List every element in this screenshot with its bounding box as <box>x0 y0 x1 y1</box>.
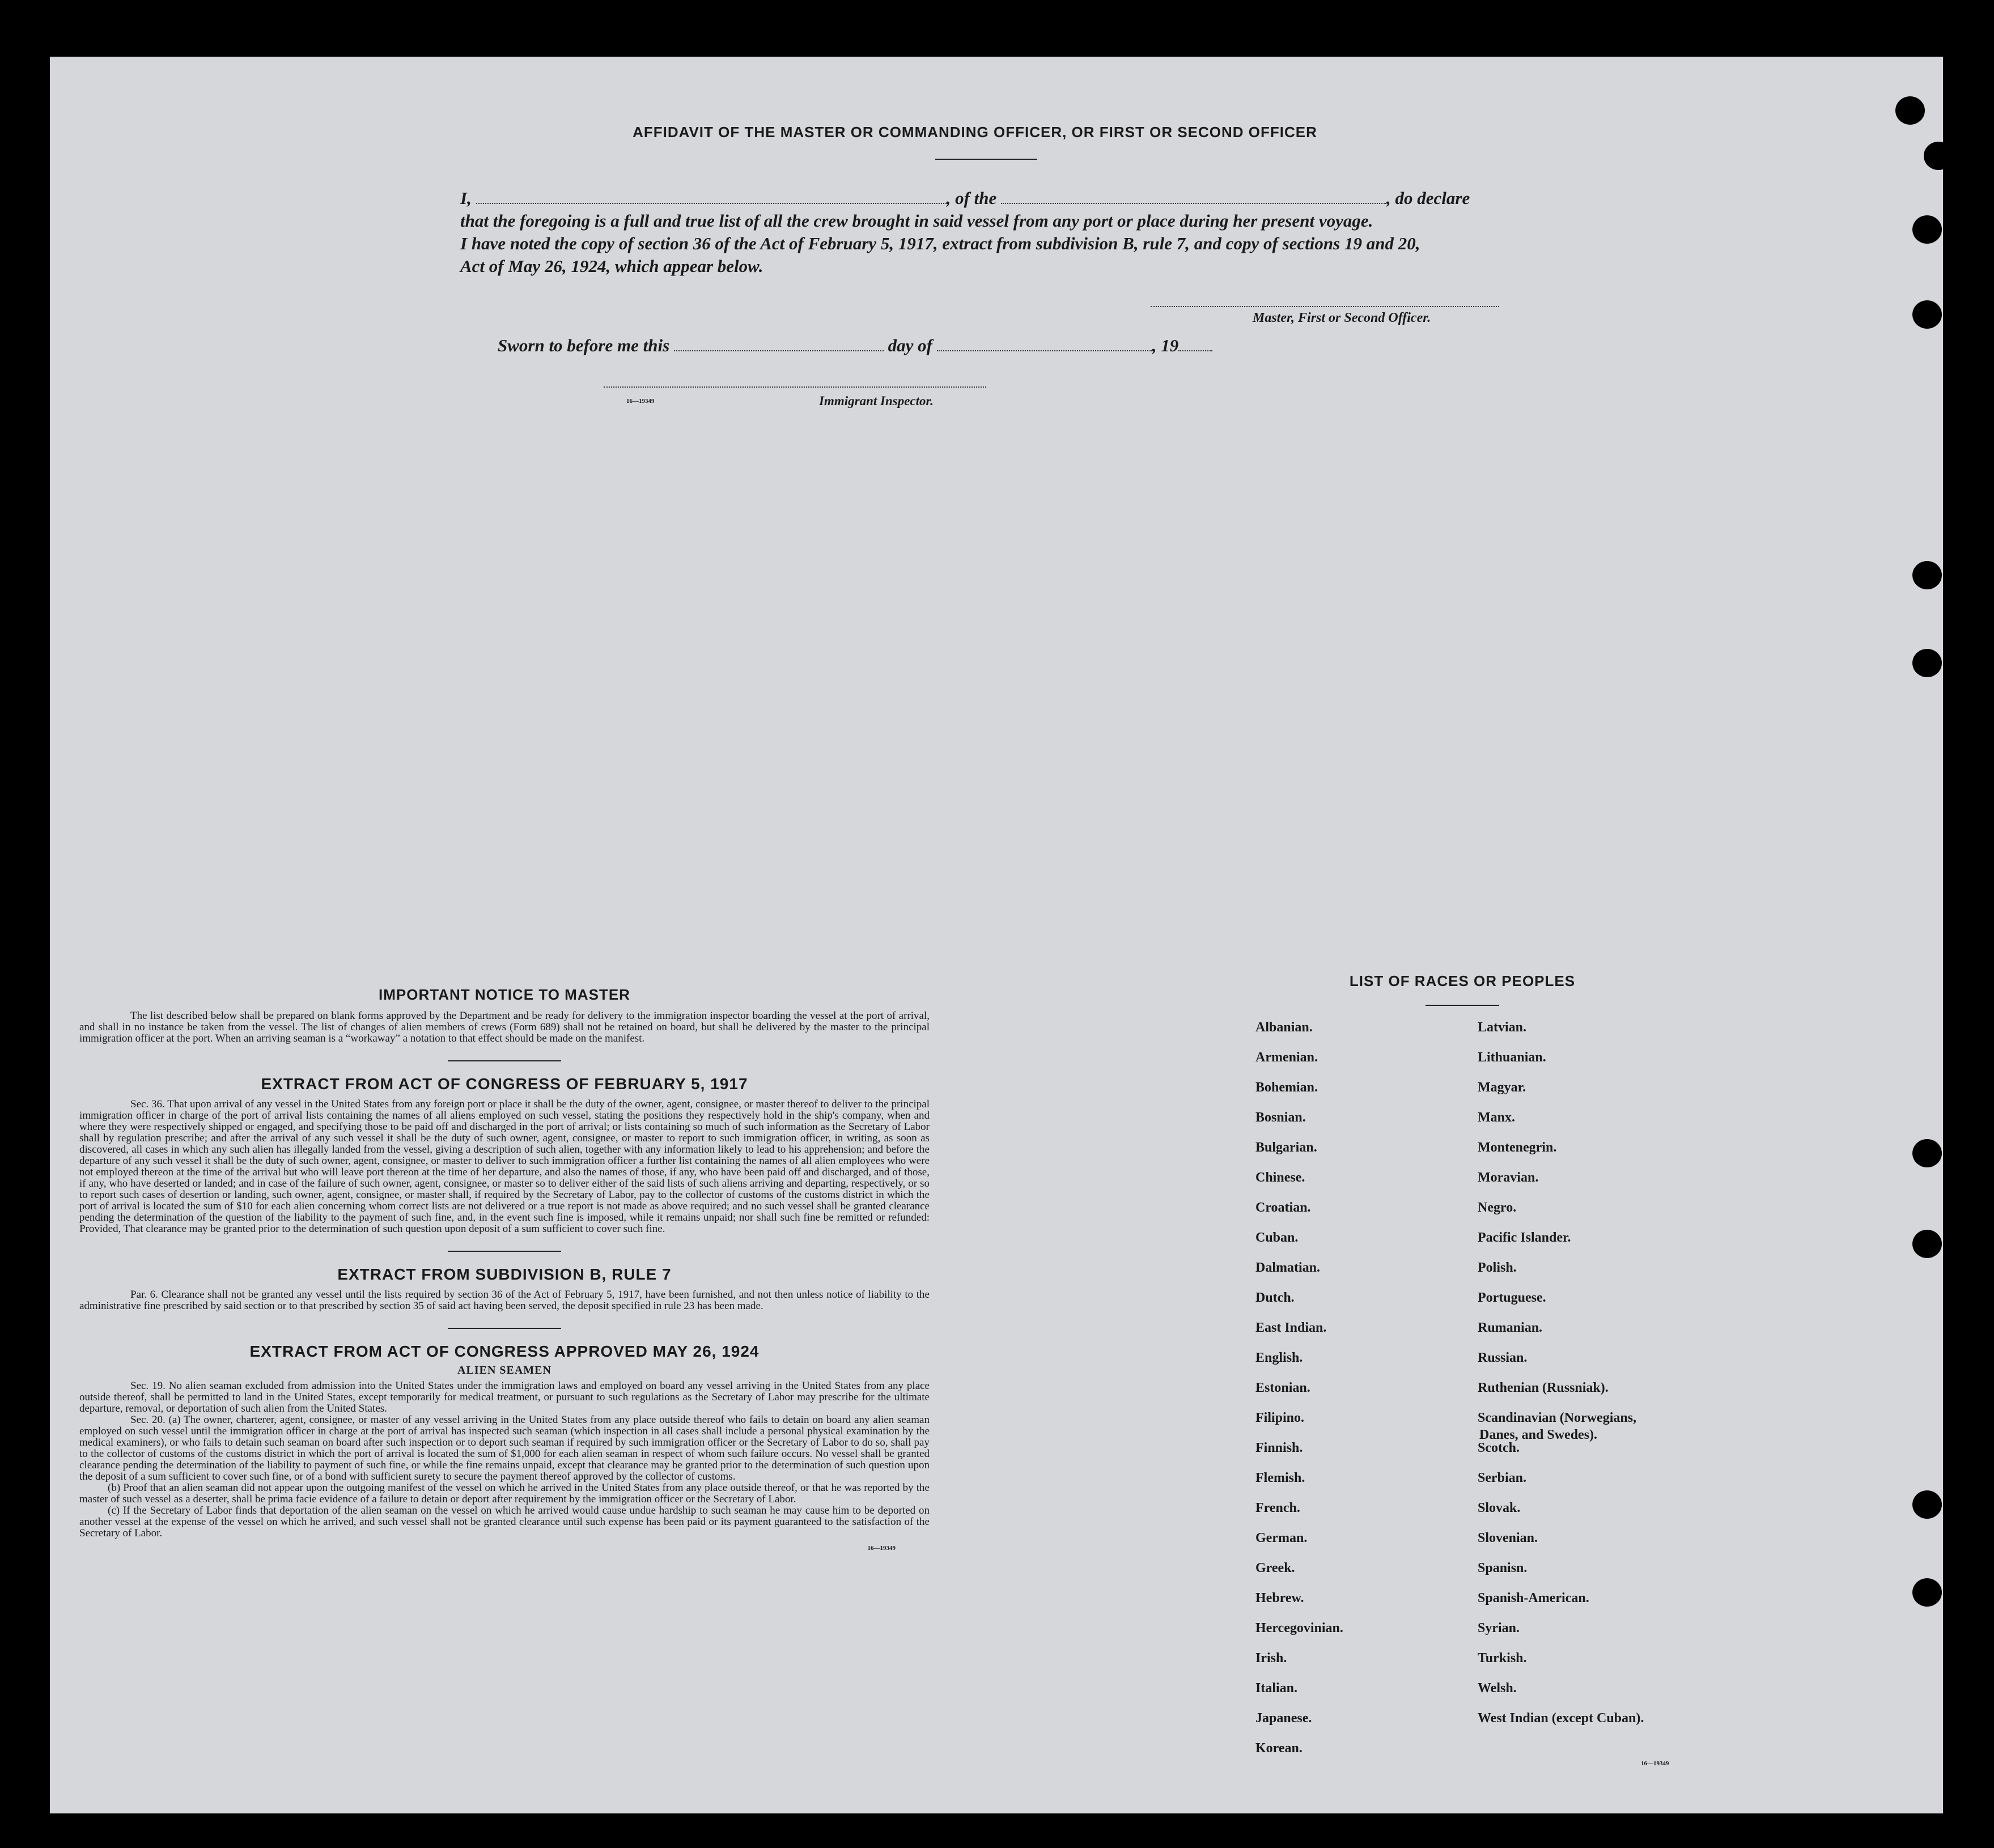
rule7-body: Par. 6. Clearance shall not be granted any vessel until the lists required by section 36 of the Act of February 5, 1917, have been furnished, and not then unless notice of liability to the administrative fine prescribed by said section or to that prescribed by section 35 of said act having been served, the deposit specified in rule 23 has been made. <box>79 1289 930 1312</box>
form-code: 16—19349 <box>1641 1760 1669 1767</box>
race-item: Russian. <box>1478 1350 1528 1365</box>
extract-1917-title: EXTRACT FROM ACT OF CONGRESS OF FEBRUARY 5, 1917 <box>261 1075 748 1093</box>
sec20c-body: (c) If the Secretary of Labor finds that deportation of the alien seaman on the vessel on which he arrived would cause undue hardship to such seaman he may cause him to be deported on another vessel at the expense of the vessel on which he arrived, and such vessel shall not be granted clearance until such expense has been paid or its payment guaranteed to the satisfaction of the Secretary of Labor. <box>79 1505 930 1539</box>
race-item: Manx. <box>1478 1110 1515 1125</box>
punch-hole <box>1912 561 1942 589</box>
race-item: Finnish. <box>1255 1441 1303 1455</box>
race-item: Irish. <box>1255 1651 1287 1666</box>
race-item: Slovak. <box>1478 1501 1521 1515</box>
sec20b-body: (b) Proof that an alien seaman did not appear upon the outgoing manifest of the vessel on which he arrived in the United States from any place outside thereof, or that he was reported by the master of such vessel as a deserter, shall be prima facie evidence of a failure to detain or deport after requirement by the immigration officer or the Secretary of Labor. <box>79 1482 930 1505</box>
punch-hole <box>1895 96 1925 125</box>
affidavit-line-2: that the foregoing is a full and true list of all the crew brought in said vessel from any port or place during her present voyage. <box>460 211 1373 231</box>
race-item: Armenian. <box>1255 1050 1318 1065</box>
sworn-line <box>498 335 1212 356</box>
form-code: 16—19349 <box>626 398 655 405</box>
rule7-title: EXTRACT FROM SUBDIVISION B, RULE 7 <box>337 1265 672 1283</box>
race-item: Cuban. <box>1255 1230 1299 1245</box>
punch-hole <box>1912 1139 1942 1167</box>
race-item: German. <box>1255 1531 1308 1545</box>
divider <box>935 159 1037 160</box>
race-item: Dutch. <box>1255 1290 1295 1305</box>
race-item: Albanian. <box>1255 1020 1313 1035</box>
extract-1917-body: Sec. 36. That upon arrival of any vessel in the United States from any foreign port or place it shall be the duty of the owner, agent, consignee, or master thereof to deliver to the principal immigration officer in charge of the port of arrival lists containing the names of all aliens employed on such vessel, stating the positions they respectively hold in the ship's company, when and where they were respectively shipped or engaged, and specifying those to be paid off and discharged in the port of arrival; or lists containing so much of such information as the Secretary of Labor shall by regulation prescribe; and after the arrival of any such vessel it shall be the duty of such owner, agent, consignee, or master to report to such immigration officer, in writing, as soon as discovered, all cases in which any such alien has illegally landed from the vessel, giving a description of such alien, together with any information likely to lead to his apprehension; and before the departure of any such vessel it shall be the duty of such owner, agent, consignee, or master to deliver to such immigration officer a further list containing the names of all alien employees who were not employed thereon at the time of the arrival but who will leave port thereon at the time of her departure, and also the names of those, if any, who have been paid off and discharged, and of those, if any, who have deserted or landed; and in case of the failure of such owner, agent, consignee, or master so to deliver either of the said lists of such aliens arriving and departing, respectively, or so to report such cases of desertion or landing, such owner, agent, consignee, or master shall, if required by the Secretary of Labor, pay to the collector of customs of the customs district in which the port of arrival is located the sum of $10 for each alien concerning whom correct lists are not delivered or a true report is not made as above required; and no such vessel shall be granted clearance pending the determination of the question of the liability to the payment of such fine, and, in the event such fine is imposed, while it remains unpaid; nor shall such fine be remitted or refunded: Provided, That clearance may be granted prior to the determination of such question upon deposit of a sum sufficient to cover such fine. <box>79 1098 930 1235</box>
sec19-body: Sec. 19. No alien seaman excluded from admission into the United States under the immigration laws and employed on board any vessel arriving in the United States from any place outside thereof, shall be permitted to land in the United States, except temporarily for medical treatment, or pursuant to such regulations as the Secretary of Labor may prescribe for the ultimate departure, removal, or deportation of such alien from the United States. <box>79 1380 930 1414</box>
race-item: Hercegovinian. <box>1255 1621 1343 1635</box>
name-field[interactable] <box>476 193 947 204</box>
race-item: Bulgarian. <box>1255 1140 1317 1155</box>
race-item: Danes, and Swedes). <box>1479 1428 1598 1442</box>
inspector-label: Immigrant Inspector. <box>819 394 934 408</box>
divider <box>448 1060 561 1061</box>
of-the-label: , of the <box>946 188 997 208</box>
affidavit-title: AFFIDAVIT OF THE MASTER OR COMMANDING OFFICER, OR FIRST OR SECOND OFFICER <box>633 124 1317 141</box>
punch-hole <box>1912 1490 1942 1519</box>
race-item: Moravian. <box>1478 1170 1539 1185</box>
sworn-day-field[interactable] <box>674 340 884 351</box>
race-item: Polish. <box>1478 1260 1517 1275</box>
race-item: Estonian. <box>1255 1380 1310 1395</box>
race-item: Hebrew. <box>1255 1591 1304 1605</box>
master-signature-label: Master, First or Second Officer. <box>1253 311 1431 325</box>
notice-body: The list described below shall be prepared on blank forms approved by the Department and be ready for delivery to the immigration inspector boarding the vessel at the port of arrival, and shall in no instance be taken from the vessel. The list of changes of alien members of crews (Form 689) shall not be retained on board, but shall be delivered by the master to the principal immigration officer at the port. When an arriving seaman is a “workaway” a notation to that effect should be made on the manifest. <box>79 1010 930 1044</box>
race-item: Serbian. <box>1478 1471 1527 1485</box>
race-item: Latvian. <box>1478 1020 1527 1035</box>
inspector-signature-field[interactable] <box>604 381 986 388</box>
i-label: I, <box>460 188 472 208</box>
race-item: Welsh. <box>1478 1681 1517 1696</box>
race-item: Syrian. <box>1478 1621 1520 1635</box>
race-item: Italian. <box>1255 1681 1298 1696</box>
race-item: Japanese. <box>1255 1711 1312 1726</box>
race-item: Greek. <box>1255 1561 1295 1575</box>
do-declare-label: , do declare <box>1386 188 1470 208</box>
race-item: Spanish-American. <box>1478 1591 1589 1605</box>
notice-title: IMPORTANT NOTICE TO MASTER <box>379 986 630 1003</box>
extract-1924-title: EXTRACT FROM ACT OF CONGRESS APPROVED MAY 26, 1924 <box>249 1343 760 1360</box>
master-signature-field[interactable] <box>1151 300 1499 307</box>
punch-hole <box>1912 300 1942 329</box>
left-column <box>79 986 930 1552</box>
punch-hole <box>1912 215 1942 244</box>
year-field[interactable] <box>1178 340 1212 351</box>
race-item: Portuguese. <box>1478 1290 1546 1305</box>
divider <box>448 1328 561 1329</box>
form-code: 16—19349 <box>867 1545 896 1552</box>
race-item: East Indian. <box>1255 1320 1327 1335</box>
race-item: Turkish. <box>1478 1651 1527 1666</box>
race-item: Scandinavian (Norwegians, <box>1478 1411 1637 1425</box>
race-item: Croatian. <box>1255 1200 1311 1215</box>
year-label: , 19 <box>1152 335 1179 355</box>
race-item: Scotch. <box>1478 1441 1520 1455</box>
day-of-label: day of <box>888 335 932 355</box>
race-item: Ruthenian (Russniak). <box>1478 1380 1609 1395</box>
race-item: Rumanian. <box>1478 1320 1543 1335</box>
race-item: Spanisn. <box>1478 1561 1528 1575</box>
punch-hole <box>1912 1230 1942 1258</box>
alien-seamen-subtitle: ALIEN SEAMEN <box>457 1364 551 1377</box>
sworn-month-field[interactable] <box>937 340 1152 351</box>
race-item: English. <box>1255 1350 1303 1365</box>
affidavit-line-3: I have noted the copy of section 36 of the Act of February 5, 1917, extract from subdivision B, rule 7, and copy of sections 19 and 20, <box>460 233 1420 253</box>
race-item: Korean. <box>1255 1741 1303 1756</box>
sworn-label: Sworn to before me this <box>498 335 670 355</box>
race-item: Flemish. <box>1255 1471 1305 1485</box>
punch-hole <box>1912 1578 1942 1607</box>
race-item: Lithuanian. <box>1478 1050 1546 1065</box>
race-item: French. <box>1255 1501 1300 1515</box>
race-item: Bohemian. <box>1255 1080 1318 1095</box>
races-title: LIST OF RACES OR PEOPLES <box>1349 972 1576 989</box>
affidavit-line-1 <box>460 188 1470 209</box>
race-item: Slovenian. <box>1478 1531 1538 1545</box>
race-item: Magyar. <box>1478 1080 1526 1095</box>
race-item: Pacific Islander. <box>1478 1230 1571 1245</box>
race-item: Montenegrin. <box>1478 1140 1557 1155</box>
divider <box>448 1251 561 1252</box>
vessel-field[interactable] <box>1001 193 1386 204</box>
race-item: Bosnian. <box>1255 1110 1306 1125</box>
race-item: West Indian (except Cuban). <box>1478 1711 1644 1726</box>
race-item: Chinese. <box>1255 1170 1305 1185</box>
race-item: Negro. <box>1478 1200 1517 1215</box>
punch-hole <box>1912 649 1942 677</box>
race-item: Filipino. <box>1255 1411 1305 1425</box>
punch-hole <box>1924 142 1953 170</box>
race-item: Dalmatian. <box>1255 1260 1320 1275</box>
divider <box>1426 1005 1499 1006</box>
affidavit-line-4: Act of May 26, 1924, which appear below. <box>460 256 763 276</box>
sec20a-body: Sec. 20. (a) The owner, charterer, agent, consignee, or master of any vessel arriving in the United States from any place outside thereof who fails to detain on board any alien seaman employed on such vessel until the immigration officer in charge at the port of arrival has inspected such seaman (which inspection in all cases shall include a personal physical examination by the medical examiners), or who fails to detain such seaman on board after such inspection or to deport such seaman if required by such immigration officer or the Secretary of Labor to do so, shall pay to the collector of customs of the customs district in which the port of arrival is located the sum of $1,000 for each alien seaman in respect of whom such failure occurs. No vessel shall be granted clearance pending the determination of the liability to payment of such fine, or while the fine remains unpaid, except that clearance may be granted prior to the determination of such question upon the deposit of a sum sufficient to cover such fine, or of a bond with sufficient surety to secure the payment thereof approved by the collector of customs. <box>79 1414 930 1482</box>
